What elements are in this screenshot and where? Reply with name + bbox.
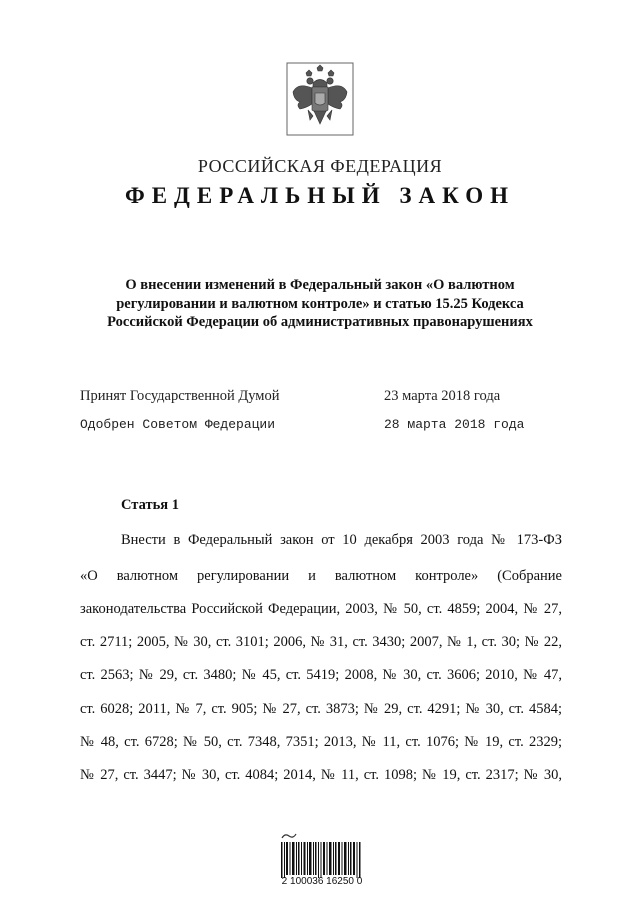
article-heading: Статья 1 bbox=[121, 497, 179, 513]
article-text-line: Внести в Федеральный закон от 10 декабря 2003 года № 173-ФЗ bbox=[121, 532, 562, 548]
law-subject bbox=[70, 276, 570, 332]
barcode-number: 2 100036 16250 0 bbox=[281, 876, 363, 887]
article-text-line: № 27, ст. 3447; № 30, ст. 4084; 2014, № 11, ст. 1098; № 19, ст. 2317; № 30, bbox=[80, 767, 562, 783]
article-text-line: ст. 6028; 2011, № 7, ст. 905; № 27, ст. 3873; № 29, ст. 4291; № 30, ст. 4584; bbox=[80, 701, 562, 717]
subject-line: О внесении изменений в Федеральный закон «О валютном bbox=[125, 277, 515, 293]
article-text-line: законодательства Российской Федерации, 2003, № 50, ст. 4859; 2004, № 27, bbox=[80, 601, 562, 617]
approval-date: 28 марта 2018 года bbox=[384, 417, 525, 432]
article-text-line: ст. 2711; 2005, № 30, ст. 3101; 2006, № 31, ст. 3430; 2007, № 1, ст. 30; № 22, bbox=[80, 634, 562, 650]
article-text-line: «О валютном регулировании и валютном контроле» (Собрание bbox=[80, 568, 562, 584]
adoption-label: Принят Государственной Думой bbox=[80, 388, 280, 404]
approval-label: Одобрен Советом Федерации bbox=[80, 417, 276, 432]
coat-of-arms-icon bbox=[286, 62, 354, 136]
barcode-icon bbox=[281, 842, 361, 878]
article-text-line: № 48, ст. 6728; № 50, ст. 7348, 7351; 2013, № 11, ст. 1076; № 19, ст. 2329; bbox=[80, 734, 562, 750]
subject-line: регулировании и валютном контроле» и статью 15.25 Кодекса bbox=[116, 295, 524, 312]
document-type-title: ФЕДЕРАЛЬНЫЙ ЗАКОН bbox=[124, 183, 516, 208]
subject-line: Российской Федерации об административных правонарушениях bbox=[107, 314, 533, 330]
stamp-mark-icon bbox=[281, 832, 297, 840]
article-text-line: ст. 2563; № 29, ст. 3480; № 45, ст. 5419; 2008, № 30, ст. 3606; 2010, № 47, bbox=[80, 667, 562, 683]
adoption-date: 23 марта 2018 года bbox=[384, 388, 501, 404]
country-name: РОССИЙСКАЯ ФЕДЕРАЦИЯ bbox=[197, 156, 443, 176]
